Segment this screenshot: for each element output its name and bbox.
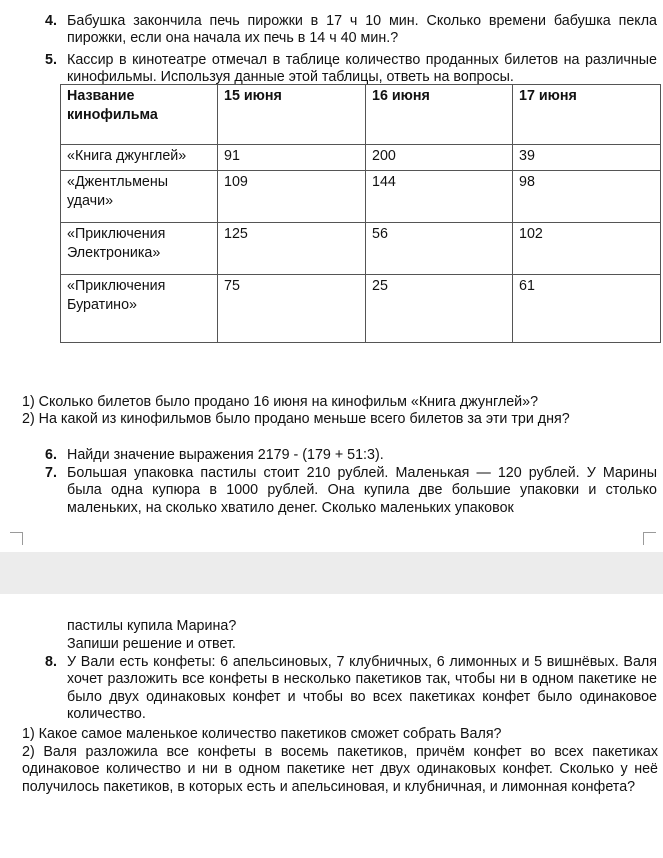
page-corner-mark [10,532,23,545]
table-cell: «Приключения Буратино» [61,275,218,343]
table-cell: 39 [513,145,661,171]
task-7-number: 7. [45,465,57,481]
table-cell: 200 [366,145,513,171]
table-header-row [61,85,661,145]
task-7-text: Большая упаковка пастилы стоит 210 рублей. Маленькая — 120 рублей. У Марины была одна купюра в 1000 рублей. Она купила две большие упаковки и столько маленьких, на сколько хватило денег. Сколько маленьких упаковок [67,465,657,516]
header-cell-june15: 15 июня [218,85,366,145]
task-7-instruction: Запиши решение и ответ. [67,636,236,652]
page-break [0,552,663,594]
table-cell: 91 [218,145,366,171]
question-2: 2) На какой из кинофильмов было продано меньше всего билетов за эти три дня? [22,411,570,427]
question-1: 1) Сколько билетов было продано 16 июня на кинофильм «Книга джунглей»? [22,394,539,410]
task-6-number: 6. [45,447,57,463]
task-4-number: 4. [45,13,57,29]
table-cell: 125 [218,223,366,275]
header-cell-june17: 17 июня [513,85,661,145]
table-cell: 109 [218,171,366,223]
table-cell: 56 [366,223,513,275]
task-8-number: 8. [45,654,57,670]
table-row [61,275,661,343]
table-cell: «Джентльмены удачи» [61,171,218,223]
header-cell-film: Название кинофильма [61,85,218,145]
table-row [61,145,661,171]
table-cell: 75 [218,275,366,343]
tickets-table [60,84,661,343]
task-5-number: 5. [45,52,57,68]
table-cell: 144 [366,171,513,223]
page-bottom [0,594,663,858]
task-5-text: Кассир в кинотеатре отмечал в таблице количество проданных билетов на различные кинофильмы. Используя данные этой таблицы, ответь на вопросы. [67,52,657,86]
page-corner-mark [643,532,656,545]
table-row [61,171,661,223]
table-cell: 102 [513,223,661,275]
task-8-text: У Вали есть конфеты: 6 апельсиновых, 7 клубничных, 6 лимонных и 5 вишнёвых. Валя хочет разложить все конфеты в несколько пакетиков так, чтобы ни в одном пакетике не было двух одинаковых конфет и чтобы во всех пакетиках конфет было одинаковое количество. [67,654,657,722]
table-cell: «Книга джунглей» [61,145,218,171]
task-7-continuation: пастилы купила Марина? [67,618,237,634]
table-cell: «Приключения Электроника» [61,223,218,275]
table-cell: 98 [513,171,661,223]
question-1: 1) Какое самое маленькое количество пакетиков сможет собрать Валя? [22,726,502,742]
question-2: 2) Валя разложила все конфеты в восемь пакетиков, причём конфет во всех пакетиках одинаковое количество и ни в одном пакетике нет двух одинаковых конфет. Сколько у неё получилось пакетиков, в которых есть и апельсиновая, и клубничная, и лимонная конфета? [22,744,658,795]
task-4-text: Бабушка закончила печь пирожки в 17 ч 10 мин. Сколько времени бабушка пекла пирожки, если она начала их печь в 14 ч 40 мин.? [67,13,657,47]
task-6-text: Найди значение выражения 2179 - (179 + 51:3). [67,447,384,463]
table-row [61,223,661,275]
table-cell: 25 [366,275,513,343]
table-cell: 61 [513,275,661,343]
header-cell-june16: 16 июня [366,85,513,145]
